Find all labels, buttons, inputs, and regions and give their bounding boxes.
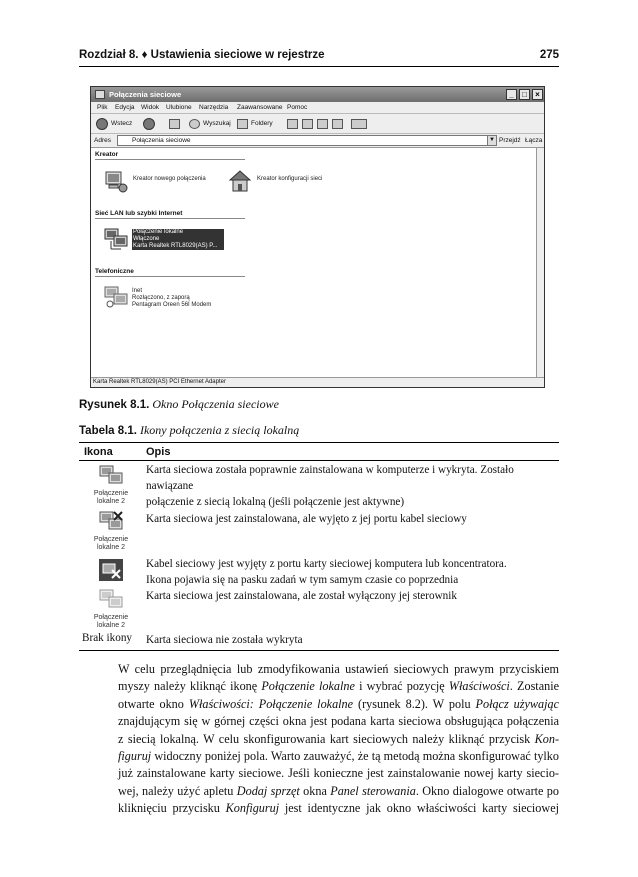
local-connection-name: Połączenie lokalne [133, 229, 184, 235]
cable-unplugged-icon [98, 510, 124, 534]
section-divider [95, 276, 245, 277]
menu-edit[interactable]: Edycja [115, 104, 135, 111]
menu-file[interactable]: Plik [97, 104, 108, 111]
description-line: Ikona pojawia się na pasku zadań w tym samym czasie co poprzednia [146, 574, 459, 586]
status-bar [91, 377, 544, 387]
dialup-connection-state: Rozłączono, z zaporą [132, 295, 190, 301]
address-input[interactable] [117, 135, 497, 146]
maximize-button[interactable]: □ [519, 89, 530, 100]
folders-label[interactable]: Foldery [251, 120, 273, 127]
icon-caption: Połączenie [93, 536, 129, 543]
local-connection-label[interactable] [132, 229, 224, 250]
back-arrow-icon[interactable] [96, 118, 108, 130]
table-caption-label: Tabela 8.1. [79, 425, 137, 437]
address-value: Połączenia sieciowe [132, 137, 191, 144]
menu-tools[interactable]: Narzędzia [199, 104, 229, 111]
table-bottom-rule [79, 650, 559, 651]
table-row-icon [91, 558, 131, 584]
section-wizard-title: Kreator [95, 151, 119, 158]
table-header [79, 442, 559, 461]
tray-unplugged-icon [98, 558, 124, 582]
description-line: Karta sieciowa została poprawnie zainstalowana w komputerze i wykryta. Zostało nawiązane [146, 464, 514, 492]
page-number: 275 [539, 49, 559, 61]
home-network-wizard-label[interactable]: Kreator konfiguracji sieci [257, 176, 323, 182]
table-row-description [146, 588, 558, 604]
description-line: połączenie z siecią lokalną (jeśli połączenie jest aktywne) [146, 496, 405, 508]
table-row-description [146, 511, 558, 527]
go-button[interactable]: Przejdź [499, 137, 521, 144]
figure-caption [79, 397, 279, 412]
local-connection-state: Włączone [133, 236, 160, 242]
address-label: Adres [94, 137, 111, 144]
icon-caption: lokalne 2 [96, 622, 126, 629]
paragraph-line: otwarte okno Właściwości: Połączenie lokalne (rysunek 8.2). W polu Połącz używając [118, 696, 560, 711]
links-button[interactable]: Łącza [525, 137, 543, 144]
running-header [79, 49, 559, 65]
new-connection-wizard-label[interactable]: Kreator nowego połączenia [133, 176, 206, 182]
undo-icon[interactable] [332, 119, 343, 129]
icon-caption: lokalne 2 [96, 544, 126, 551]
window-icon [95, 90, 105, 99]
vertical-scrollbar[interactable] [536, 148, 544, 379]
copy-to-icon[interactable] [302, 119, 313, 129]
icon-caption: lokalne 2 [96, 498, 126, 505]
body-paragraph [118, 661, 559, 818]
connections-pane [91, 148, 544, 379]
network-connections-window [90, 86, 545, 388]
paragraph-line: figuruj widoczny poniżej pola. Warto zauważyć, że tą metodą można skonfigurować tylko [118, 749, 559, 764]
description-line: Karta sieciowa nie została wykryta [146, 634, 303, 646]
search-label[interactable]: Wyszukaj [203, 120, 231, 127]
description-line: Karta sieciowa jest zainstalowana, ale wyjęto z jej portu kabel sieciowy [146, 513, 467, 525]
paragraph-line: myszy należy kliknąć ikonę Połączenie lokalne i wybrać pozycję Właściwości. Zostanie [118, 679, 559, 694]
table-row-icon [91, 510, 131, 552]
delete-icon[interactable] [317, 119, 328, 129]
table-row-description [146, 632, 558, 648]
local-connection-device: Karta Realtek RTL8029(AS) P... [133, 243, 218, 249]
home-network-wizard-icon[interactable] [227, 168, 253, 194]
chapter-title: Rozdział 8. ♦ Ustawienia sieciowe w rejestrze [79, 49, 325, 61]
dialup-connection-name: Inet [132, 288, 143, 294]
address-bar [91, 134, 544, 148]
icon-caption: Połączenie [93, 614, 129, 621]
paragraph-line: z siecią lokalną. W celu skonfigurowania kart sieciowych należy kliknąć przycisk Kon- [118, 731, 559, 746]
toolbar [91, 114, 544, 134]
new-connection-wizard-icon[interactable] [103, 168, 129, 194]
paragraph-line: znajdującym się w górnej części okna jest podana karta sieciowa obsługująca połączenia [118, 714, 559, 729]
connected-lan-icon [98, 464, 124, 488]
section-lan-title: Sieć LAN lub szybki Internet [95, 210, 183, 217]
section-divider [95, 159, 245, 160]
dialup-connection-icon[interactable] [103, 284, 129, 310]
section-divider [95, 218, 245, 219]
paragraph-line: W celu przeglądnięcia lub zmodyfikowania ustawień sieciowych prawym przyciskiem [118, 662, 559, 676]
table-row-description [146, 556, 558, 588]
paragraph-line: wej, należy użyć apletu Dodaj sprzęt okna Panel sterowania. Okno dialogowe otwarte po [118, 783, 559, 798]
description-line: Karta sieciowa jest zainstalowana, ale został wyłączony jej sterownik [146, 590, 457, 602]
views-icon[interactable] [351, 119, 367, 129]
window-titlebar [91, 87, 544, 102]
forward-arrow-icon[interactable] [143, 118, 155, 130]
chevron-down-icon[interactable]: ▼ [487, 136, 496, 145]
section-phone-title: Telefoniczne [95, 268, 134, 275]
move-to-icon[interactable] [287, 119, 298, 129]
menu-advanced[interactable]: Zaawansowane [237, 104, 283, 111]
description-line: Kabel sieciowy jest wyjęty z portu karty sieciowej komputera lub koncentratora. [146, 558, 507, 570]
status-text: Karta Realtek RTL8029(AS) PCI Ethernet Adapter [93, 379, 226, 385]
back-label[interactable]: Wstecz [111, 120, 133, 127]
menu-help[interactable]: Pomoc [287, 104, 308, 111]
paragraph-line: już zainstalowane karty sieciowe. Jeśli konieczne jest zainstalowanie nowej karty siecio- [118, 766, 559, 781]
table-caption-text: Ikony połączenia z siecią lokalną [139, 423, 300, 437]
header-description: Opis [146, 446, 171, 458]
table-row-icon [91, 588, 131, 630]
no-icon-label: Brak ikony [82, 632, 133, 644]
figure-caption-label: Rysunek 8.1. [79, 399, 150, 411]
local-connection-icon[interactable] [103, 226, 129, 252]
table-row-description [146, 462, 558, 510]
search-icon[interactable] [189, 119, 200, 129]
window-title: Połączenia sieciowe [109, 90, 182, 99]
menu-favorites[interactable]: Ulubione [166, 104, 192, 111]
paragraph-line: kliknięciu przycisku Konfiguruj jest identyczne jak okno właściwości karty sieciowej [118, 801, 559, 816]
dialup-connection-label[interactable] [132, 288, 242, 309]
table-caption [79, 423, 299, 438]
up-folder-icon[interactable] [169, 119, 180, 129]
menu-view[interactable]: Widok [141, 104, 160, 111]
header-icon: Ikona [84, 446, 113, 458]
figure-caption-text: Okno Połączenia sieciowe [152, 397, 279, 411]
icon-caption: Połączenie [93, 490, 129, 497]
table-row-icon [91, 464, 131, 506]
minimize-button[interactable]: _ [506, 89, 517, 100]
close-button[interactable]: × [532, 89, 543, 100]
header-rule [79, 66, 559, 67]
disabled-lan-icon [98, 588, 124, 612]
dialup-connection-device: Pentagram Oreen 56I Modem [132, 302, 212, 308]
folders-icon[interactable] [237, 119, 248, 129]
menu-bar [91, 102, 544, 114]
